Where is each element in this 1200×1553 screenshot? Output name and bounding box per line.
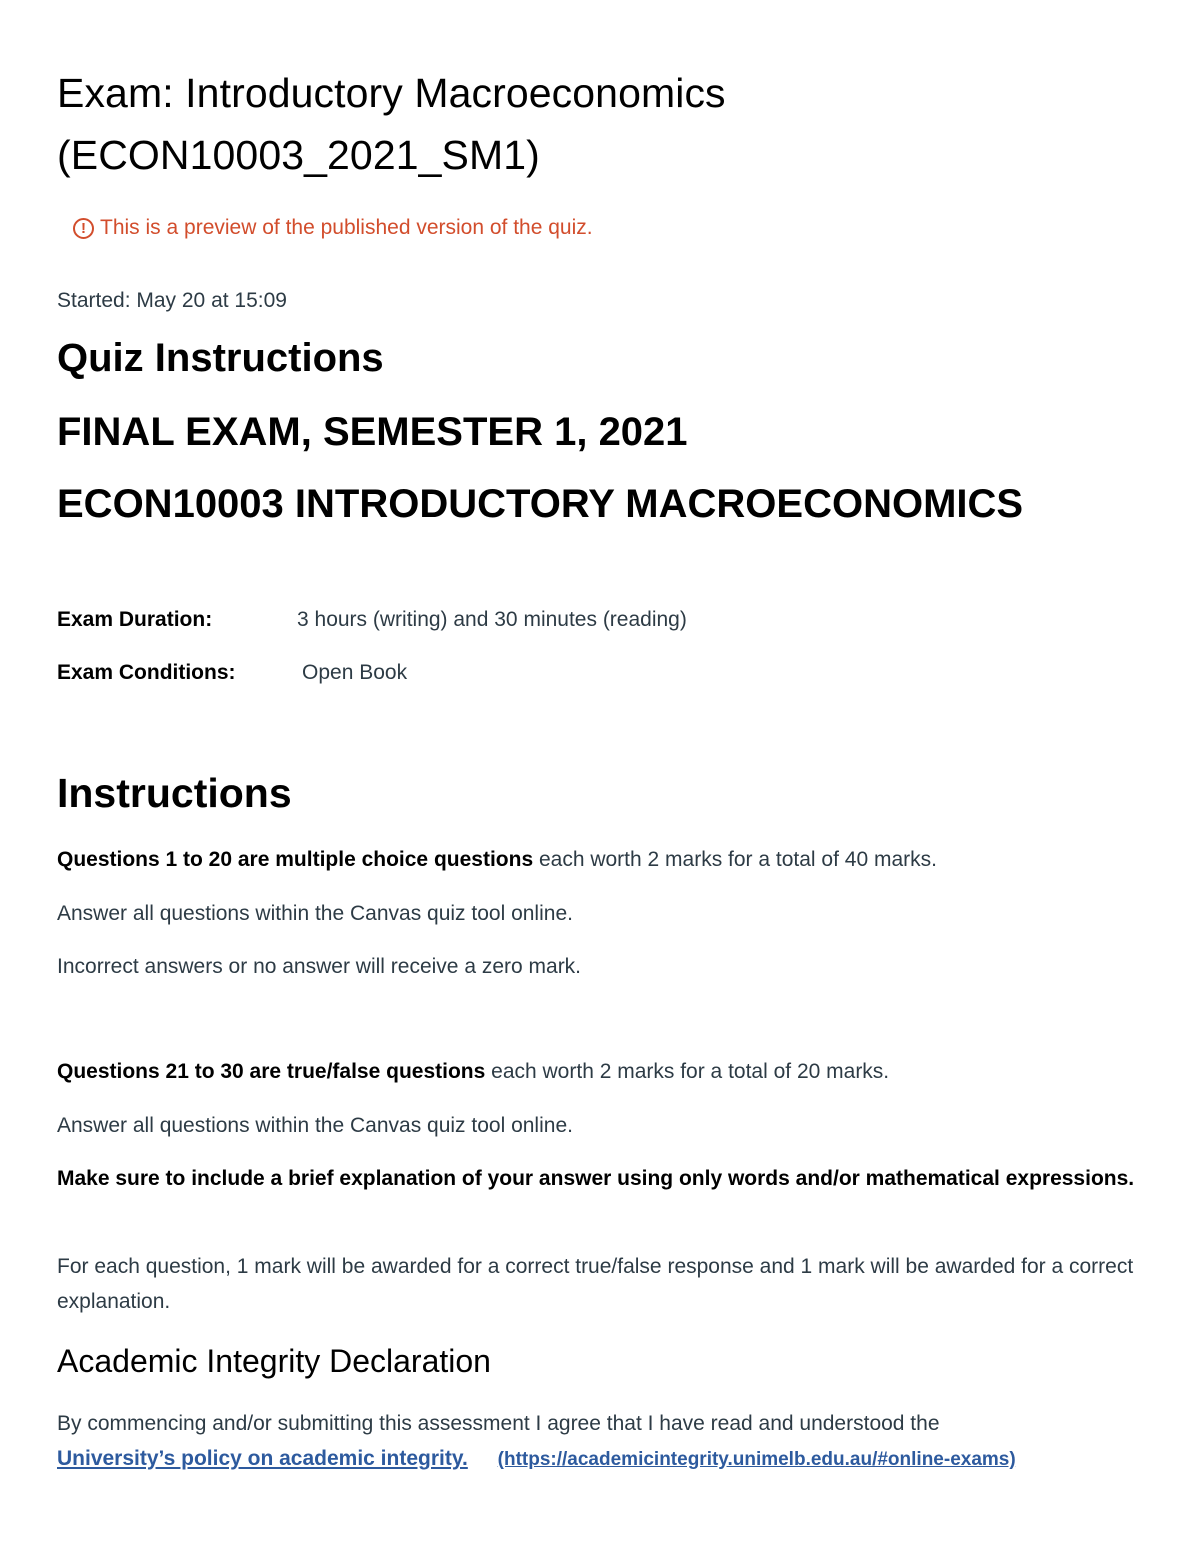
- mc-questions-bold: Questions 1 to 20 are multiple choice questions: [57, 848, 534, 871]
- exclamation-circle-icon: !: [73, 218, 94, 239]
- academic-integrity-heading: Academic Integrity Declaration: [57, 1343, 491, 1379]
- tf-marking-note: For each question, 1 mark will be awarded for a correct true/false response and 1 mark will be awarded for a correct explanation.: [57, 1255, 1134, 1313]
- tf-questions-paragraph: [57, 1054, 1137, 1089]
- exam-title-line2: (ECON10003_2021_SM1): [57, 132, 540, 178]
- exam-title: [57, 62, 726, 186]
- academic-policy-link[interactable]: University’s policy on academic integrity.: [57, 1447, 468, 1470]
- tf-questions-bold: Questions 21 to 30 are true/false questions: [57, 1060, 486, 1083]
- mc-questions-rest: each worth 2 marks for a total of 40 marks.: [533, 848, 937, 871]
- academic-declaration: By commencing and/or submitting this assessment I agree that I have read and understood the: [57, 1412, 940, 1435]
- preview-notice: [73, 216, 593, 240]
- mc-answer-all: Answer all questions within the Canvas quiz tool online.: [57, 902, 573, 925]
- exam-conditions-row: [57, 661, 408, 685]
- final-exam-heading: FINAL EXAM, SEMESTER 1, 2021: [57, 410, 688, 454]
- exam-title-line1: Exam: Introductory Macroeconomics: [57, 70, 726, 116]
- exam-conditions-value: Open Book: [302, 661, 408, 684]
- academic-policy-url-link[interactable]: (https://academicintegrity.unimelb.edu.au/#online-exams): [497, 1449, 1016, 1470]
- tf-answer-all: Answer all questions within the Canvas quiz tool online.: [57, 1114, 573, 1137]
- preview-notice-text: This is a preview of the published version of the quiz.: [100, 216, 593, 239]
- tf-explanation-note: Make sure to include a brief explanation of your answer using only words and/or mathematical expressions.: [57, 1167, 1135, 1190]
- quiz-instructions-heading: Quiz Instructions: [57, 336, 384, 380]
- started-text: Started: May 20 at 15:09: [57, 289, 287, 312]
- exam-conditions-label: Exam Conditions:: [57, 661, 236, 684]
- course-heading: ECON10003 INTRODUCTORY MACROECONOMICS: [57, 482, 1024, 526]
- exam-duration-row: [57, 608, 687, 632]
- instructions-heading: Instructions: [57, 770, 292, 816]
- exam-duration-label: Exam Duration:: [57, 608, 213, 631]
- exam-duration-value: 3 hours (writing) and 30 minutes (reading): [297, 608, 687, 631]
- tf-questions-rest: each worth 2 marks for a total of 20 marks.: [485, 1060, 890, 1083]
- academic-links-row: [57, 1441, 1016, 1477]
- started-timestamp: [57, 289, 287, 313]
- mc-questions-paragraph: [57, 842, 1137, 877]
- mc-incorrect-answers: Incorrect answers or no answer will receive a zero mark.: [57, 955, 582, 978]
